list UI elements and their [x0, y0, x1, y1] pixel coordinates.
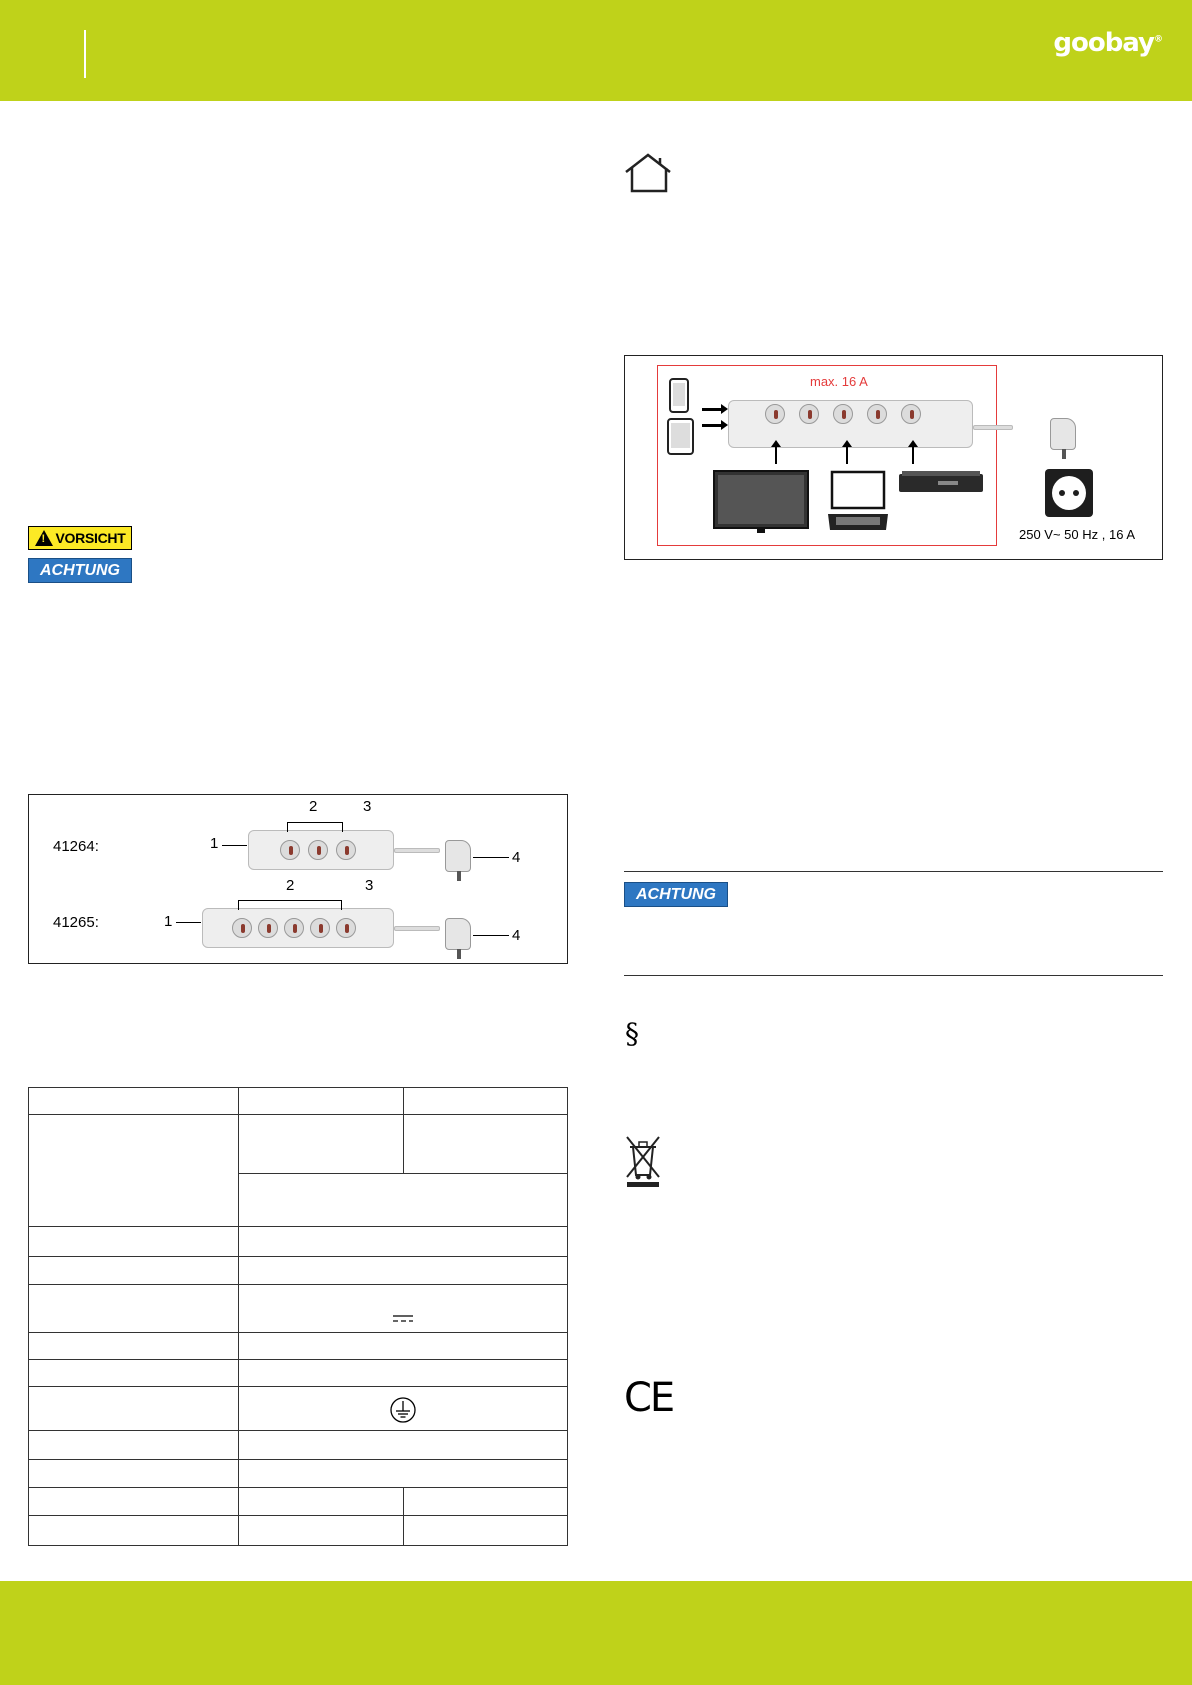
table-cell	[404, 1088, 568, 1115]
model-label: 41265:	[53, 914, 99, 931]
section-rule	[624, 871, 1163, 872]
table-cell	[239, 1115, 404, 1174]
arrow-up-icon	[912, 446, 914, 464]
page-footer	[0, 1581, 1192, 1685]
table-cell	[239, 1285, 568, 1333]
table-cell	[29, 1431, 239, 1460]
paragraph-icon: §	[625, 1017, 639, 1050]
table-cell	[29, 1088, 239, 1115]
table-cell	[29, 1387, 239, 1431]
achtung-badge: ACHTUNG	[28, 558, 132, 583]
callout: 3	[365, 877, 374, 894]
table-cell	[29, 1488, 239, 1516]
wall-socket-icon	[1044, 468, 1094, 518]
callout: 2	[309, 798, 318, 815]
callout: 1	[164, 913, 173, 930]
max-load-label: max. 16 A	[810, 374, 868, 389]
table-cell	[404, 1516, 568, 1546]
table-cell	[239, 1460, 568, 1488]
table-cell	[239, 1488, 404, 1516]
arrow-right-icon	[702, 424, 722, 427]
table-cell	[29, 1257, 239, 1285]
socket	[765, 404, 785, 424]
laptop-icon	[826, 470, 890, 534]
callout-line	[473, 857, 509, 858]
ce-mark-icon: CE	[624, 1375, 674, 1421]
dc-symbol-icon	[391, 1313, 415, 1323]
header-divider	[84, 30, 86, 78]
table-cell	[239, 1387, 568, 1431]
socket	[833, 404, 853, 424]
table-cell	[239, 1227, 568, 1257]
socket	[336, 918, 356, 938]
section-rule	[624, 975, 1163, 976]
table-cell	[239, 1088, 404, 1115]
socket	[308, 840, 328, 860]
mains-label: 250 V~ 50 Hz , 16 A	[1019, 527, 1135, 542]
table-cell	[29, 1285, 239, 1333]
cable	[394, 848, 440, 853]
socket	[284, 918, 304, 938]
table-cell	[404, 1115, 568, 1174]
table-cell	[29, 1360, 239, 1387]
socket	[867, 404, 887, 424]
callout: 3	[363, 798, 372, 815]
tablet-icon	[666, 418, 696, 456]
socket	[336, 840, 356, 860]
socket	[310, 918, 330, 938]
arrow-up-icon	[846, 446, 848, 464]
vorsicht-badge: ! VORSICHT	[28, 526, 132, 550]
callout-bracket	[287, 822, 343, 832]
table-cell	[29, 1115, 239, 1227]
callout: 4	[512, 927, 521, 944]
table-cell	[239, 1174, 568, 1227]
callout: 4	[512, 849, 521, 866]
table-cell	[29, 1460, 239, 1488]
callout-line	[473, 935, 509, 936]
table-cell	[29, 1227, 239, 1257]
weee-bin-icon	[625, 1133, 661, 1188]
table-cell	[239, 1333, 568, 1360]
table-cell	[404, 1488, 568, 1516]
schuko-plug-icon	[445, 840, 471, 872]
table-cell	[239, 1257, 568, 1285]
model-label: 41264:	[53, 838, 99, 855]
schuko-plug-icon	[1050, 418, 1076, 450]
callout-line	[222, 845, 247, 846]
callout: 1	[210, 835, 219, 852]
callout-bracket	[238, 900, 342, 910]
callout: 2	[286, 877, 295, 894]
warning-triangle-icon: !	[35, 530, 53, 546]
socket	[258, 918, 278, 938]
table-cell	[239, 1360, 568, 1387]
achtung-badge: ACHTUNG	[624, 882, 728, 907]
goobay-logo: goobay®	[1053, 28, 1162, 58]
house-icon	[624, 152, 674, 194]
socket	[280, 840, 300, 860]
table-cell	[239, 1431, 568, 1460]
socket	[232, 918, 252, 938]
page-header	[0, 0, 1192, 101]
receiver-icon	[898, 470, 984, 496]
table-cell	[239, 1516, 404, 1546]
cable	[394, 926, 440, 931]
spec-table	[28, 1087, 568, 1546]
socket	[901, 404, 921, 424]
table-cell	[29, 1333, 239, 1360]
callout-line	[176, 922, 201, 923]
smartphone-icon	[668, 378, 692, 414]
cable	[973, 425, 1013, 430]
protective-earth-icon	[389, 1396, 417, 1424]
tv-icon	[713, 470, 809, 534]
socket	[799, 404, 819, 424]
arrow-up-icon	[775, 446, 777, 464]
arrow-right-icon	[702, 408, 722, 411]
table-cell	[29, 1516, 239, 1546]
schuko-plug-icon	[445, 918, 471, 950]
